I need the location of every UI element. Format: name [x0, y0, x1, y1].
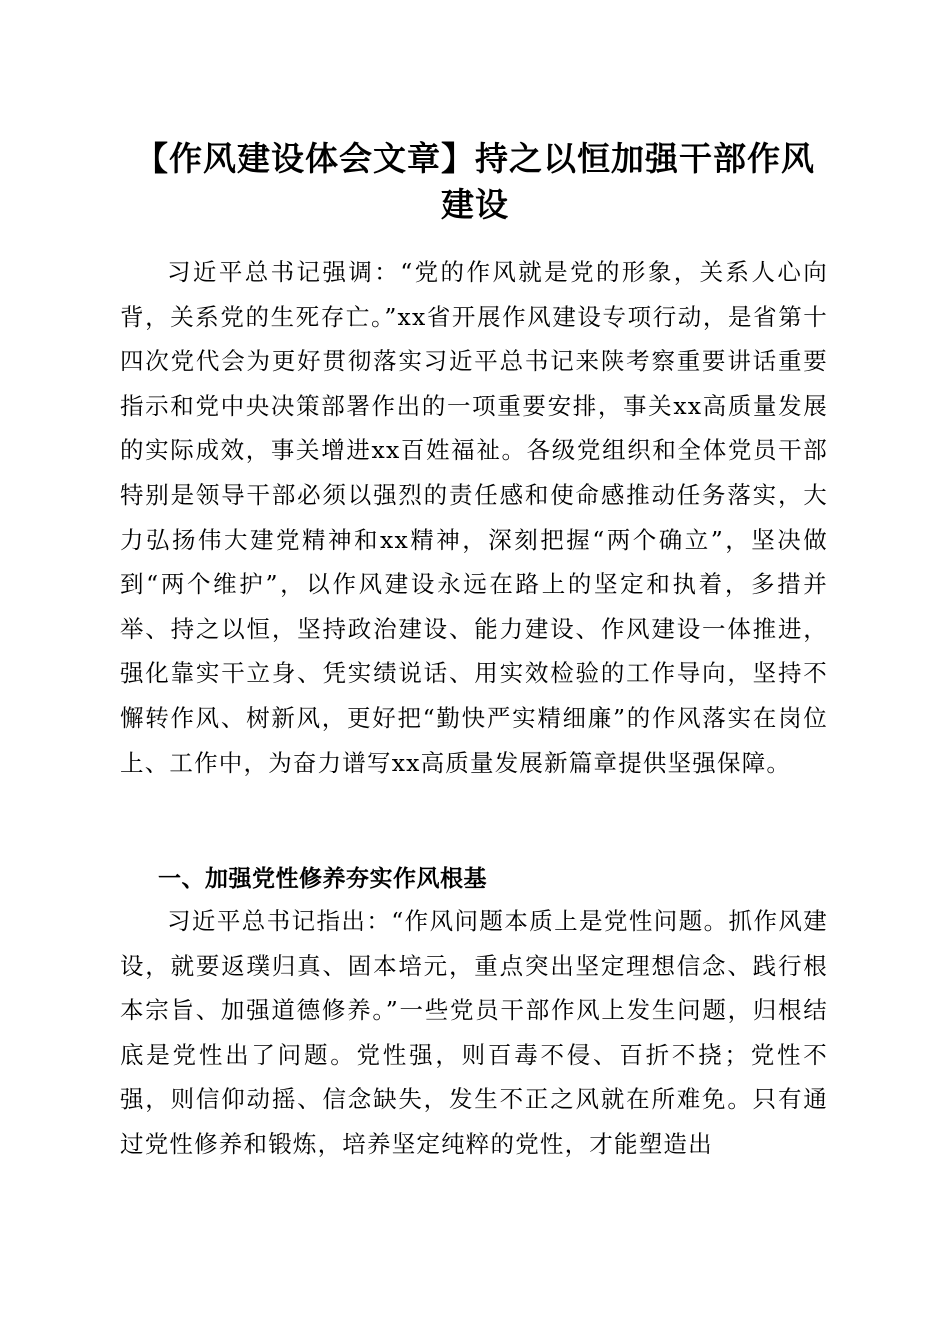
body-paragraph: 习近平总书记强调：“党的作风就是党的形象，关系人心向背，关系党的生死存亡。”xx省开展作风建设专项行动，是省第十四次党代会为更好贯彻落实习近平总书记来陕考察重要讲话重要指示和党中央决策部署作出的一项重要安排，事关xx高质量发展的实际成效，事关增进xx百姓福祉。各级党组织和全体党员干部特别是领导干部必须以强烈的责任感和使命感推动任务落实，大力弘扬伟大建党精神和xx精神，深刻把握“两个确立”，坚决做到“两个维护”，以作风建设永远在路上的坚定和执着，多措并举、持之以恒，坚持政治建设、能力建设、作风建设一体推进，强化靠实干立身、凭实绩说话、用实效检验的工作导向，坚持不懈转作风、树新风，更好把“勤快严实精细廉”的作风落实在岗位上、工作中，为奋力谱写xx高质量发展新篇章提供坚强保障。 — [120, 258, 828, 777]
section-heading: 一、加强党性修养夯实作风根基 — [158, 866, 487, 892]
body-paragraph: 习近平总书记指出：“作风问题本质上是党性问题。抓作风建设，就要返璞归真、固本培元，重点突出坚定理想信念、践行根本宗旨、加强道德修养。”一些党员干部作风上发生问题，归根结底是党性出了问题。党性强，则百毒不侵、百折不挠；党性不强，则信仰动摇、信念缺失，发生不正之风就在所难免。只有通过党性修养和锻炼，培养坚定纯粹的党性，才能塑造出 — [120, 907, 828, 1158]
document-title: 【作风建设体会文章】持之以恒加强干部作风建设 — [135, 139, 815, 224]
